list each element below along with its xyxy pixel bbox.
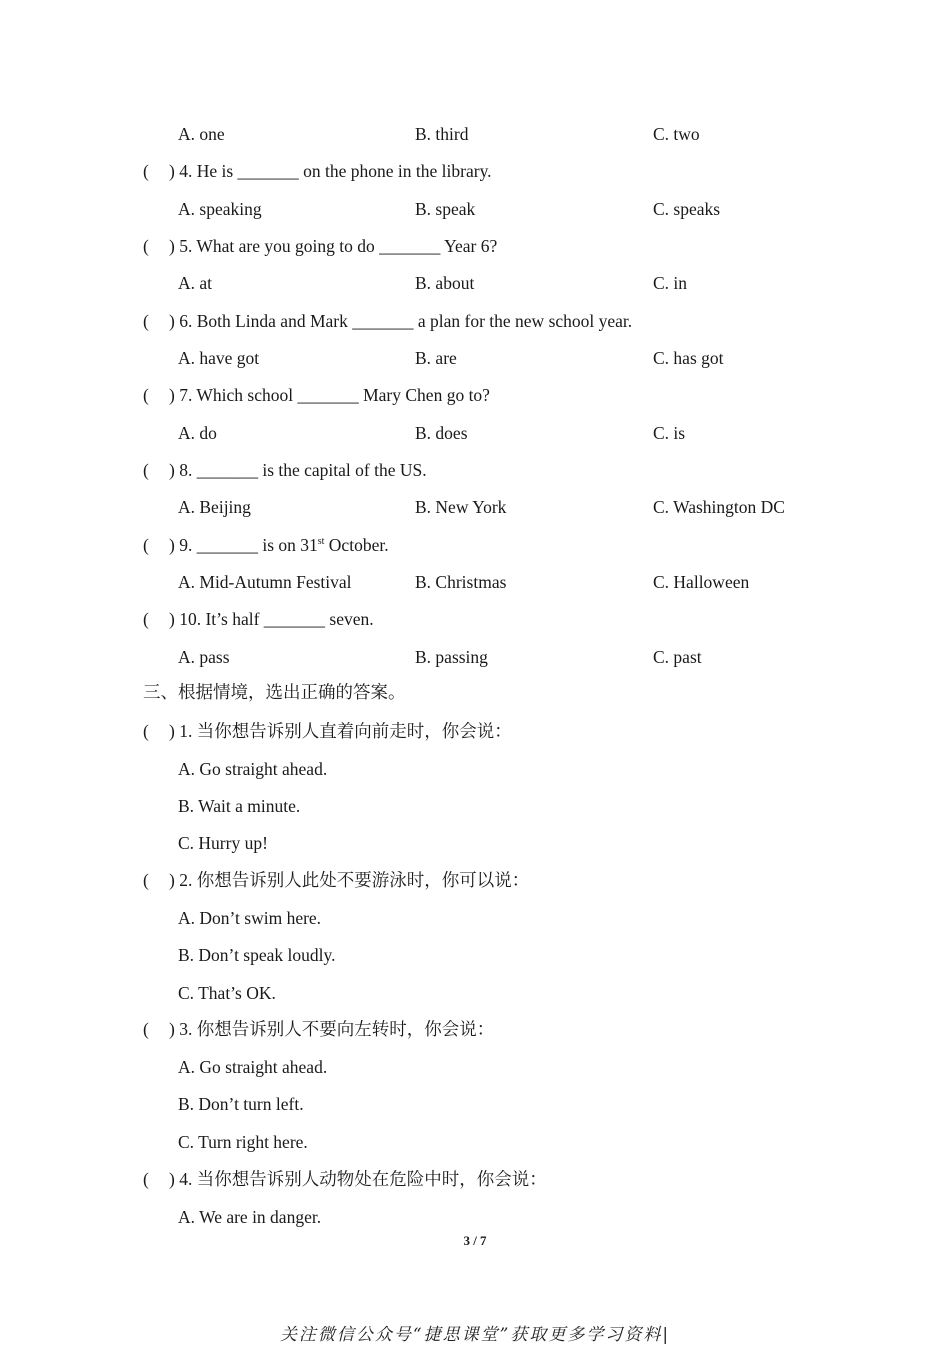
q8-option-a: A. Beijing (178, 497, 251, 517)
q5-stem: ) 5. What are you going to do _______ Year 6? (169, 236, 498, 256)
answer-paren: ( (143, 721, 149, 741)
q7-stem: ) 7. Which school _______ Mary Chen go to? (169, 385, 490, 405)
q4-option-b: B. speak (415, 199, 476, 219)
q9-option-c: C. Halloween (653, 572, 750, 592)
q7-option-c: C. is (653, 423, 686, 443)
q6-option-b: B. are (415, 348, 457, 368)
answer-paren: ( (143, 385, 149, 405)
q9-option-a: A. Mid-Autumn Festival (178, 572, 352, 592)
answer-paren: ( (143, 311, 149, 331)
q9-option-b: B. Christmas (415, 572, 507, 592)
q4-option-c: C. speaks (653, 199, 721, 219)
footer-watermark: 关注微信公众号“捷思课堂”获取更多学习资料| (279, 1325, 671, 1345)
answer-paren: ( (143, 161, 149, 181)
s3-q4-option-a: A. We are in danger. (178, 1207, 322, 1227)
s3-q1-option-b: B. Wait a minute. (178, 796, 301, 816)
answer-paren: ( (143, 460, 149, 480)
s3-q2-option-a: A. Don’t swim here. (178, 908, 322, 928)
q8-option-b: B. New York (415, 497, 507, 517)
q10-stem: ) 10. It’s half _______ seven. (169, 609, 374, 629)
q4-stem: ) 4. He is _______ on the phone in the library. (169, 161, 492, 181)
section-heading: 三、根据情境，选出正确的答案。 (143, 683, 406, 703)
s3-q1-option-a: A. Go straight ahead. (178, 759, 328, 779)
s3-q1-option-c: C. Hurry up! (178, 833, 268, 853)
answer-paren: ( (143, 870, 149, 890)
q5-option-c: C. in (653, 273, 688, 293)
q7-option-a: A. do (178, 423, 217, 443)
s3-q4-stem: ) 4. 当你想告诉别人动物处在危险中时，你会说： (169, 1169, 547, 1189)
answer-paren: ( (143, 236, 149, 256)
s3-q3-option-c: C. Turn right here. (178, 1132, 308, 1152)
q7-option-b: B. does (415, 423, 468, 443)
answer-paren: ( (143, 609, 149, 629)
s3-q2-option-c: C. That’s OK. (178, 983, 276, 1003)
answer-paren: ( (143, 535, 149, 555)
q3-option-b: B. third (415, 124, 469, 144)
q8-option-c: C. Washington DC (653, 497, 785, 517)
s3-q2-option-b: B. Don’t speak loudly. (178, 945, 336, 965)
q6-option-c: C. has got (653, 348, 724, 368)
q5-option-a: A. at (178, 273, 213, 293)
q10-option-a: A. pass (178, 647, 230, 667)
q8-stem: ) 8. _______ is the capital of the US. (169, 460, 427, 480)
q3-option-a: A. one (178, 124, 225, 144)
answer-paren: ( (143, 1019, 149, 1039)
s3-q2-stem: ) 2. 你想告诉别人此处不要游泳时，你可以说： (169, 870, 530, 890)
page-number: 3 / 7 (463, 1233, 487, 1248)
s3-q3-stem: ) 3. 你想告诉别人不要向左转时，你会说： (169, 1019, 495, 1039)
q5-option-b: B. about (415, 273, 475, 293)
s3-q1-stem: ) 1. 当你想告诉别人直着向前走时，你会说： (169, 721, 512, 741)
q6-stem: ) 6. Both Linda and Mark _______ a plan for the new school year. (169, 311, 633, 331)
q3-option-c: C. two (653, 124, 700, 144)
q6-option-a: A. have got (178, 348, 260, 368)
s3-q3-option-b: B. Don’t turn left. (178, 1094, 304, 1114)
q4-option-a: A. speaking (178, 199, 262, 219)
q10-option-c: C. past (653, 647, 702, 667)
q9-stem: ) 9. _______ is on 31st October. (169, 535, 389, 555)
q10-option-b: B. passing (415, 647, 488, 667)
answer-paren: ( (143, 1169, 149, 1189)
s3-q3-option-a: A. Go straight ahead. (178, 1057, 328, 1077)
